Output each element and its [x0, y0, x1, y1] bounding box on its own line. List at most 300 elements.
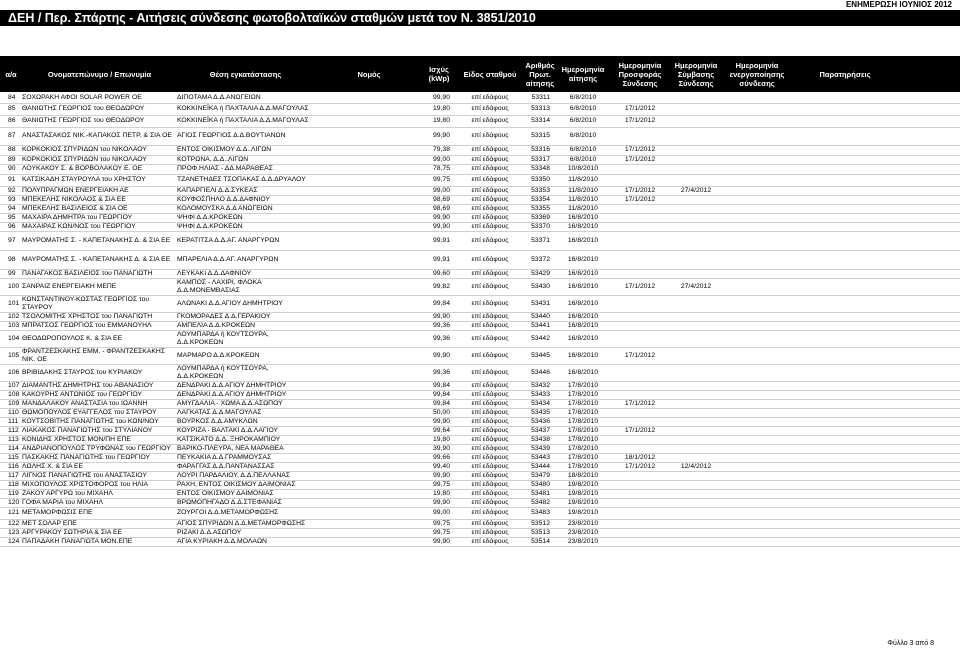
- cell-power: 99,36: [424, 330, 454, 347]
- table-row: [0, 330, 960, 347]
- cell-offer-date: [612, 94, 668, 103]
- cell-offer-date: 17/1/2012: [612, 115, 668, 127]
- cell-power: 99,75: [424, 174, 454, 186]
- cell-location: ΔΕΝΔΡΑΚΙ Δ.Δ.ΑΓΙΟΥ ΔΗΜΗΤΡΙΟΥ: [177, 381, 314, 390]
- cell-date: 17/8/2010: [554, 435, 612, 444]
- cell-remarks: [790, 231, 960, 250]
- cell-location: ΒΟΥΡΚΟΣ Δ.Δ.ΑΜΥΚΛΩΝ: [177, 417, 314, 426]
- cell-offer-date: [612, 435, 668, 444]
- cell-remarks: [790, 426, 960, 435]
- cell-activation-date: [724, 364, 790, 381]
- cell-type: επί εδάφους: [454, 480, 526, 489]
- cell-type: επί εδάφους: [454, 295, 526, 312]
- table-row: [0, 381, 960, 390]
- cell-type: επί εδάφους: [454, 103, 526, 115]
- cell-location: ΠΡΟΦ.ΗΛΙΑΣ - ΔΔ.ΜΑΡΑΘΕΑΣ: [177, 164, 314, 174]
- cell-protocol: 53433: [526, 390, 554, 399]
- cell-activation-date: [724, 103, 790, 115]
- cell-name: ΚΑΚΟΥΡΗΣ ΑΝΤΩΝΙΟΣ του ΓΕΩΡΓΙΟΥ: [22, 390, 177, 399]
- table-row: [0, 278, 960, 295]
- cell-date: 17/8/2010: [554, 408, 612, 417]
- cell-contract-date: [668, 537, 724, 546]
- cell-date: 6/8/2010: [554, 127, 612, 145]
- cell-activation-date: [724, 145, 790, 155]
- header-date: Ημερομηνία αίτησης: [561, 65, 605, 83]
- cell-remarks: [790, 164, 960, 174]
- cell-prefecture: [314, 231, 424, 250]
- cell-activation-date: [724, 174, 790, 186]
- cell-date: 6/8/2010: [554, 115, 612, 127]
- cell-date: 17/8/2010: [554, 399, 612, 408]
- cell-prefecture: [314, 145, 424, 155]
- cell-location: ΜΑΡΜΑΡΟ Δ.Δ.ΚΡΟΚΕΩΝ: [177, 347, 314, 364]
- cell-power: 19,80: [424, 489, 454, 498]
- cell-remarks: [790, 295, 960, 312]
- cell-date: 11/8/2010: [554, 186, 612, 195]
- cell-type: επί εδάφους: [454, 381, 526, 390]
- cell-name: ΠΑΠΑΔΑΚΗ ΠΑΝΑΓΙΩΤΑ ΜΟΝ.ΕΠΕ: [22, 537, 177, 546]
- cell-contract-date: [668, 347, 724, 364]
- cell-offer-date: [612, 528, 668, 537]
- cell-prefecture: [314, 498, 424, 507]
- cell-offer-date: [612, 250, 668, 269]
- table-row: [0, 528, 960, 537]
- cell-offer-date: [612, 390, 668, 399]
- cell-date: 23/8/2010: [554, 537, 612, 546]
- cell-name: ΜΠΕΚΕΛΗΣ ΒΑΣΙΛΕΙΟΣ & ΣΙΑ ΟΕ: [22, 204, 177, 213]
- cell-prefecture: [314, 471, 424, 480]
- cell-contract-date: [668, 444, 724, 453]
- cell-prefecture: [314, 204, 424, 213]
- cell-date: 16/8/2010: [554, 347, 612, 364]
- cell-protocol: 53438: [526, 435, 554, 444]
- cell-protocol: 53479: [526, 471, 554, 480]
- cell-contract-date: [668, 231, 724, 250]
- cell-location: ΛΑΓΚΑΤΑΣ Δ.Δ.ΜΑΓΟΥΛΑΣ: [177, 408, 314, 417]
- cell-activation-date: [724, 278, 790, 295]
- cell-location: ΑΛΩΝΑΚΙ Δ.Δ.ΑΓΙΟΥ ΔΗΜΗΤΡΙΟΥ: [177, 295, 314, 312]
- cell-aa: 90: [0, 164, 22, 174]
- cell-type: επί εδάφους: [454, 528, 526, 537]
- cell-protocol: 53431: [526, 295, 554, 312]
- cell-contract-date: [668, 174, 724, 186]
- cell-aa: 91: [0, 174, 22, 186]
- cell-power: 99,90: [424, 312, 454, 321]
- table-row: [0, 250, 960, 269]
- table-header: [0, 56, 960, 92]
- header-remarks: Παρατηρήσεις: [819, 69, 871, 79]
- table-row: [0, 295, 960, 312]
- cell-type: επί εδάφους: [454, 115, 526, 127]
- cell-protocol: 53311: [526, 94, 554, 103]
- cell-type: επί εδάφους: [454, 471, 526, 480]
- cell-contract-date: [668, 435, 724, 444]
- cell-location: ΑΓΙΟΣ ΣΠΥΡΙΔΩΝ Δ.Δ.ΜΕΤΑΜΟΡΦΩΣΗΣ: [177, 519, 314, 528]
- cell-protocol: 53436: [526, 417, 554, 426]
- cell-protocol: 53444: [526, 462, 554, 471]
- cell-type: επί εδάφους: [454, 155, 526, 164]
- table-row: [0, 480, 960, 489]
- cell-contract-date: [668, 103, 724, 115]
- table-row: [0, 471, 960, 480]
- cell-location: ΑΜΠΕΛΙΑ Δ.Δ.ΚΡΟΚΕΩΝ: [177, 321, 314, 330]
- cell-power: 99,90: [424, 347, 454, 364]
- cell-protocol: 53372: [526, 250, 554, 269]
- table-row: [0, 364, 960, 381]
- cell-contract-date: [668, 489, 724, 498]
- cell-name: ΘΑΝΙΩΤΗΣ ΓΕΩΡΓΙΟΣ του ΘΕΟΔΩΡΟΥ: [22, 103, 177, 115]
- cell-aa: 100: [0, 278, 22, 295]
- cell-location: ΒΑΡΙΚΟ-ΠΛΕΥΡΑ, ΝΕΑ ΜΑΡΑΘΕΑ: [177, 444, 314, 453]
- table-row: [0, 408, 960, 417]
- cell-date: 16/8/2010: [554, 295, 612, 312]
- cell-date: 11/8/2010: [554, 174, 612, 186]
- table-row: [0, 507, 960, 519]
- cell-protocol: 53445: [526, 347, 554, 364]
- cell-contract-date: [668, 480, 724, 489]
- cell-type: επί εδάφους: [454, 321, 526, 330]
- cell-power: 39,90: [424, 444, 454, 453]
- cell-contract-date: [668, 471, 724, 480]
- cell-contract-date: [668, 390, 724, 399]
- table-row: [0, 204, 960, 213]
- cell-aa: 84: [0, 94, 22, 103]
- cell-prefecture: [314, 103, 424, 115]
- cell-offer-date: [612, 364, 668, 381]
- cell-name: ΜΑΧΑΙΡΑΣ ΚΩΝ/ΝΟΣ του ΓΕΩΡΓΙΟΥ: [22, 222, 177, 231]
- cell-location: ΛΟΥΜΠΑΡΔΑ ή ΚΟΥΤΣΟΥΡΑ, Δ.Δ.ΚΡΟΚΕΩΝ: [177, 330, 314, 347]
- cell-protocol: 53314: [526, 115, 554, 127]
- cell-type: επί εδάφους: [454, 164, 526, 174]
- top-band: [0, 0, 960, 9]
- cell-location: ΔΕΝΔΡΑΚΙ Δ.Δ.ΑΓΙΟΥ ΔΗΜΗΤΡΙΟΥ: [177, 390, 314, 399]
- cell-offer-date: [612, 321, 668, 330]
- cell-date: 10/8/2010: [554, 164, 612, 174]
- cell-location: ΛΟΥΡΙ ΠΑΡΔΑΛΙΟΥ, Δ.Δ.ΠΕΛΛΑΝΑΣ: [177, 471, 314, 480]
- cell-name: ΒΡΙΒΙΔΑΚΗΣ ΣΤΑΥΡΟΣ του ΚΥΡΙΑΚΟΥ: [22, 364, 177, 381]
- cell-name: ΜΙΧΟΠΟΥΛΟΣ ΧΡΙΣΤΟΦΟΡΟΣ του ΗΛΙΑ: [22, 480, 177, 489]
- cell-contract-date: [668, 330, 724, 347]
- cell-power: 19,80: [424, 103, 454, 115]
- cell-power: 19,80: [424, 115, 454, 127]
- cell-contract-date: [668, 507, 724, 519]
- cell-contract-date: [668, 528, 724, 537]
- cell-offer-date: [612, 489, 668, 498]
- cell-name: ΤΣΟΛΟΜΙΤΗΣ ΧΡΗΣΤΟΣ του ΠΑΝΑΓΙΩΤΗ: [22, 312, 177, 321]
- cell-date: 6/8/2010: [554, 145, 612, 155]
- cell-aa: 105: [0, 347, 22, 364]
- cell-remarks: [790, 330, 960, 347]
- cell-type: επί εδάφους: [454, 94, 526, 103]
- cell-date: 16/8/2010: [554, 269, 612, 278]
- cell-protocol: 53481: [526, 489, 554, 498]
- cell-contract-date: [668, 417, 724, 426]
- cell-protocol: 53439: [526, 444, 554, 453]
- cell-remarks: [790, 408, 960, 417]
- cell-aa: 111: [0, 417, 22, 426]
- cell-power: 78,75: [424, 164, 454, 174]
- cell-offer-date: 17/1/2012: [612, 155, 668, 164]
- cell-power: 99,91: [424, 231, 454, 250]
- cell-aa: 122: [0, 519, 22, 528]
- cell-type: επί εδάφους: [454, 444, 526, 453]
- cell-contract-date: [668, 155, 724, 164]
- cell-type: επί εδάφους: [454, 204, 526, 213]
- cell-power: 99,91: [424, 250, 454, 269]
- cell-activation-date: [724, 417, 790, 426]
- cell-location: ΑΜΥΓΔΑΛΙΑ - ΧΩΜΑ Δ.Δ.ΑΣΩΠΟΥ: [177, 399, 314, 408]
- cell-contract-date: [668, 269, 724, 278]
- cell-prefecture: [314, 364, 424, 381]
- table-row: [0, 174, 960, 186]
- cell-contract-date: [668, 94, 724, 103]
- cell-power: 99,75: [424, 528, 454, 537]
- cell-protocol: 53483: [526, 507, 554, 519]
- cell-prefecture: [314, 507, 424, 519]
- cell-location: ΚΟΛΟΜΟΥΣΚΑ Δ.Δ ΑΝΩΓΕΙΩΝ: [177, 204, 314, 213]
- cell-offer-date: [612, 174, 668, 186]
- table-row: [0, 399, 960, 408]
- cell-aa: 102: [0, 312, 22, 321]
- cell-remarks: [790, 204, 960, 213]
- cell-contract-date: [668, 115, 724, 127]
- table-row: [0, 94, 960, 103]
- cell-offer-date: 18/1/2012: [612, 453, 668, 462]
- table-row: [0, 498, 960, 507]
- cell-location: ΛΕΥΚΑΚΙ Δ.Δ.ΔΑΦΝΙΟΥ: [177, 269, 314, 278]
- applications-table: [0, 94, 960, 547]
- cell-activation-date: [724, 127, 790, 145]
- cell-power: 99,90: [424, 127, 454, 145]
- cell-prefecture: [314, 174, 424, 186]
- table-row: [0, 127, 960, 145]
- cell-remarks: [790, 462, 960, 471]
- cell-contract-date: [668, 127, 724, 145]
- cell-remarks: [790, 507, 960, 519]
- cell-date: 19/8/2010: [554, 507, 612, 519]
- cell-remarks: [790, 537, 960, 546]
- cell-contract-date: [668, 399, 724, 408]
- cell-power: 99,84: [424, 399, 454, 408]
- cell-name: ΜΕΤΑΜΟΡΦΩΣΙΣ ΕΠΕ: [22, 507, 177, 519]
- cell-power: 98,69: [424, 204, 454, 213]
- cell-aa: 120: [0, 498, 22, 507]
- cell-offer-date: 17/1/2012: [612, 145, 668, 155]
- cell-date: 17/8/2010: [554, 453, 612, 462]
- cell-date: 19/8/2010: [554, 498, 612, 507]
- cell-date: 18/8/2010: [554, 471, 612, 480]
- cell-activation-date: [724, 507, 790, 519]
- cell-prefecture: [314, 347, 424, 364]
- cell-type: επί εδάφους: [454, 426, 526, 435]
- cell-prefecture: [314, 250, 424, 269]
- table-row: [0, 195, 960, 204]
- cell-aa: 114: [0, 444, 22, 453]
- cell-remarks: [790, 321, 960, 330]
- header-name: Ονοματεπώνυμο / Επωνυμία: [47, 69, 152, 79]
- cell-name: ΜΑΥΡΟΜΑΤΗΣ Σ. - ΚΑΠΕΤΑΝΑΚΗΣ Δ. & ΣΙΑ ΕΕ: [22, 231, 177, 250]
- cell-aa: 106: [0, 364, 22, 381]
- cell-contract-date: 27/4/2012: [668, 186, 724, 195]
- cell-activation-date: [724, 269, 790, 278]
- table-row: [0, 269, 960, 278]
- table-row: [0, 115, 960, 127]
- cell-power: 99,00: [424, 507, 454, 519]
- cell-prefecture: [314, 537, 424, 546]
- cell-prefecture: [314, 408, 424, 417]
- cell-type: επί εδάφους: [454, 269, 526, 278]
- cell-prefecture: [314, 453, 424, 462]
- cell-contract-date: [668, 498, 724, 507]
- cell-power: 99,84: [424, 381, 454, 390]
- cell-remarks: [790, 453, 960, 462]
- cell-name: ΘΕΟΔΩΡΟΠΟΥΛΟΣ Κ. & ΣΙΑ ΕΕ: [22, 330, 177, 347]
- cell-date: 6/8/2010: [554, 94, 612, 103]
- cell-prefecture: [314, 417, 424, 426]
- cell-location: ΚΕΡΑΤΙΤΣΑ Δ.Δ.ΑΓ. ΑΝΑΡΓΥΡΩΝ: [177, 231, 314, 250]
- cell-protocol: 53315: [526, 127, 554, 145]
- cell-name: ΚΑΤΣΙΚΑΔΗ ΣΤΑΥΡΟΥΛΑ του ΧΡΗΣΤΟΥ: [22, 174, 177, 186]
- cell-date: 16/8/2010: [554, 250, 612, 269]
- cell-type: επί εδάφους: [454, 537, 526, 546]
- cell-prefecture: [314, 312, 424, 321]
- cell-type: επί εδάφους: [454, 312, 526, 321]
- cell-prefecture: [314, 444, 424, 453]
- cell-prefecture: [314, 462, 424, 471]
- cell-offer-date: [612, 213, 668, 222]
- cell-prefecture: [314, 127, 424, 145]
- cell-contract-date: 27/4/2012: [668, 278, 724, 295]
- cell-prefecture: [314, 480, 424, 489]
- cell-location: ΦΑΡΑΓΓΑΣ Δ.Δ.ΠΑΝΤΑΝΑΣΣΑΣ: [177, 462, 314, 471]
- cell-protocol: 53513: [526, 528, 554, 537]
- cell-name: ΣΑΝΡΑΙΖ ΕΝΕΡΓΕΙΑΚΗ ΜΕΠΕ: [22, 278, 177, 295]
- cell-type: επί εδάφους: [454, 408, 526, 417]
- cell-prefecture: [314, 399, 424, 408]
- cell-contract-date: 12/4/2012: [668, 462, 724, 471]
- table-row: [0, 489, 960, 498]
- cell-protocol: 53482: [526, 498, 554, 507]
- cell-activation-date: [724, 462, 790, 471]
- cell-type: επί εδάφους: [454, 417, 526, 426]
- cell-aa: 104: [0, 330, 22, 347]
- header-offer: Ημερομηνία Προσφοράς Σύνδεσης: [618, 60, 662, 88]
- cell-power: 99,60: [424, 269, 454, 278]
- cell-name: ΛΟΥΚΑΚΟΥ Σ. & ΒΟΡΒΟΛΑΚΟΥ Ε. ΟΕ: [22, 164, 177, 174]
- header-protocol: Αριθμός Πρωτ. αίτησης: [525, 60, 555, 88]
- cell-aa: 110: [0, 408, 22, 417]
- cell-offer-date: 17/1/2012: [612, 347, 668, 364]
- cell-date: 16/8/2010: [554, 231, 612, 250]
- cell-protocol: 53443: [526, 453, 554, 462]
- page-title: ΔΕΗ / Περ. Σπάρτης - Αιτήσεις σύνδεσης φωτοβολταϊκών σταθμών μετά τον Ν. 3851/2010: [0, 10, 960, 26]
- cell-prefecture: [314, 426, 424, 435]
- cell-aa: 94: [0, 204, 22, 213]
- cell-type: επί εδάφους: [454, 213, 526, 222]
- cell-type: επί εδάφους: [454, 399, 526, 408]
- cell-contract-date: [668, 453, 724, 462]
- cell-aa: 116: [0, 462, 22, 471]
- table-row: [0, 186, 960, 195]
- cell-type: επί εδάφους: [454, 347, 526, 364]
- cell-offer-date: [612, 381, 668, 390]
- cell-name: ΜΑΥΡΟΜΑΤΗΣ Σ. - ΚΑΠΕΤΑΝΑΚΗΣ Δ. & ΣΙΑ ΕΕ: [22, 250, 177, 269]
- cell-type: επί εδάφους: [454, 127, 526, 145]
- cell-offer-date: 17/1/2012: [612, 186, 668, 195]
- cell-offer-date: [612, 164, 668, 174]
- cell-location: ΠΕΥΚΑΚΙΑ Δ.Δ.ΓΡΑΜΜΟΥΣΑΣ: [177, 453, 314, 462]
- cell-aa: 123: [0, 528, 22, 537]
- cell-activation-date: [724, 435, 790, 444]
- cell-contract-date: [668, 381, 724, 390]
- cell-activation-date: [724, 347, 790, 364]
- cell-protocol: 53350: [526, 174, 554, 186]
- cell-location: ΡΑΧΗ, ΕΝΤΟΣ ΟΙΚΙΣΜΟΥ ΔΑΙΜΟΝΙΑΣ: [177, 480, 314, 489]
- cell-type: επί εδάφους: [454, 222, 526, 231]
- cell-prefecture: [314, 164, 424, 174]
- cell-offer-date: 17/1/2012: [612, 399, 668, 408]
- cell-activation-date: [724, 195, 790, 204]
- cell-power: 99,90: [424, 222, 454, 231]
- cell-remarks: [790, 399, 960, 408]
- cell-activation-date: [724, 231, 790, 250]
- cell-prefecture: [314, 390, 424, 399]
- cell-aa: 95: [0, 213, 22, 222]
- cell-protocol: 53348: [526, 164, 554, 174]
- cell-name: ΛΙΓΝΟΣ ΠΑΝΑΓΙΩΤΗΣ του ΑΝΑΣΤΑΣΙΟΥ: [22, 471, 177, 480]
- cell-remarks: [790, 186, 960, 195]
- cell-activation-date: [724, 155, 790, 164]
- cell-name: ΠΟΛΥΠΡΑΓΜΩΝ ΕΝΕΡΓΕΙΑΚΗ ΑΕ: [22, 186, 177, 195]
- cell-protocol: 53432: [526, 381, 554, 390]
- cell-power: 99,40: [424, 462, 454, 471]
- cell-power: 99,66: [424, 453, 454, 462]
- cell-offer-date: [612, 231, 668, 250]
- cell-date: 16/8/2010: [554, 321, 612, 330]
- cell-protocol: 53354: [526, 195, 554, 204]
- cell-location: ΓΚΟΜΟΡΑΔΕΣ Δ.Δ.ΓΕΡΑΚΙΟΥ: [177, 312, 314, 321]
- cell-type: επί εδάφους: [454, 498, 526, 507]
- cell-name: ΑΝΑΣΤΑΣΑΚΟΣ ΝΙΚ.-ΚΑΠΑΚΟΣ ΠΕΤΡ. & ΣΙΑ ΟΕ: [22, 127, 177, 145]
- cell-power: 99,00: [424, 186, 454, 195]
- cell-activation-date: [724, 390, 790, 399]
- cell-remarks: [790, 155, 960, 164]
- cell-location: ΚΟΥΦΟΣΠΗΛΟ Δ.Δ.ΔΑΦΝΙΟΥ: [177, 195, 314, 204]
- cell-contract-date: [668, 204, 724, 213]
- cell-name: ΔΙΑΜΑΝΤΗΣ ΔΗΜΗΤΡΗΣ του ΑΘΑΝΑΣΙΟΥ: [22, 381, 177, 390]
- cell-contract-date: [668, 222, 724, 231]
- cell-name: ΠΑΣΚΑΚΗΣ ΠΑΝΑΓΙΩΤΗΣ του ΓΕΩΡΓΙΟΥ: [22, 453, 177, 462]
- header-aa: α/α: [5, 69, 17, 79]
- cell-protocol: 53353: [526, 186, 554, 195]
- cell-name: ΜΑΝΔΑΛΑΚΟΥ ΑΝΑΣΤΑΣΙΑ του ΙΩΑΝΝΗ: [22, 399, 177, 408]
- table-row: [0, 453, 960, 462]
- cell-offer-date: [612, 330, 668, 347]
- cell-date: 11/8/2010: [554, 195, 612, 204]
- cell-activation-date: [724, 213, 790, 222]
- cell-aa: 124: [0, 537, 22, 546]
- cell-date: 16/8/2010: [554, 222, 612, 231]
- cell-power: 99,82: [424, 278, 454, 295]
- cell-activation-date: [724, 471, 790, 480]
- cell-name: ΖΑΚΟΥ ΑΡΓΥΡΩ του ΜΙΧΑΗΛ: [22, 489, 177, 498]
- header-power: Ισχύς (kWp): [428, 65, 450, 83]
- cell-remarks: [790, 528, 960, 537]
- cell-aa: 117: [0, 471, 22, 480]
- cell-aa: 112: [0, 426, 22, 435]
- table-row: [0, 145, 960, 155]
- cell-aa: 92: [0, 186, 22, 195]
